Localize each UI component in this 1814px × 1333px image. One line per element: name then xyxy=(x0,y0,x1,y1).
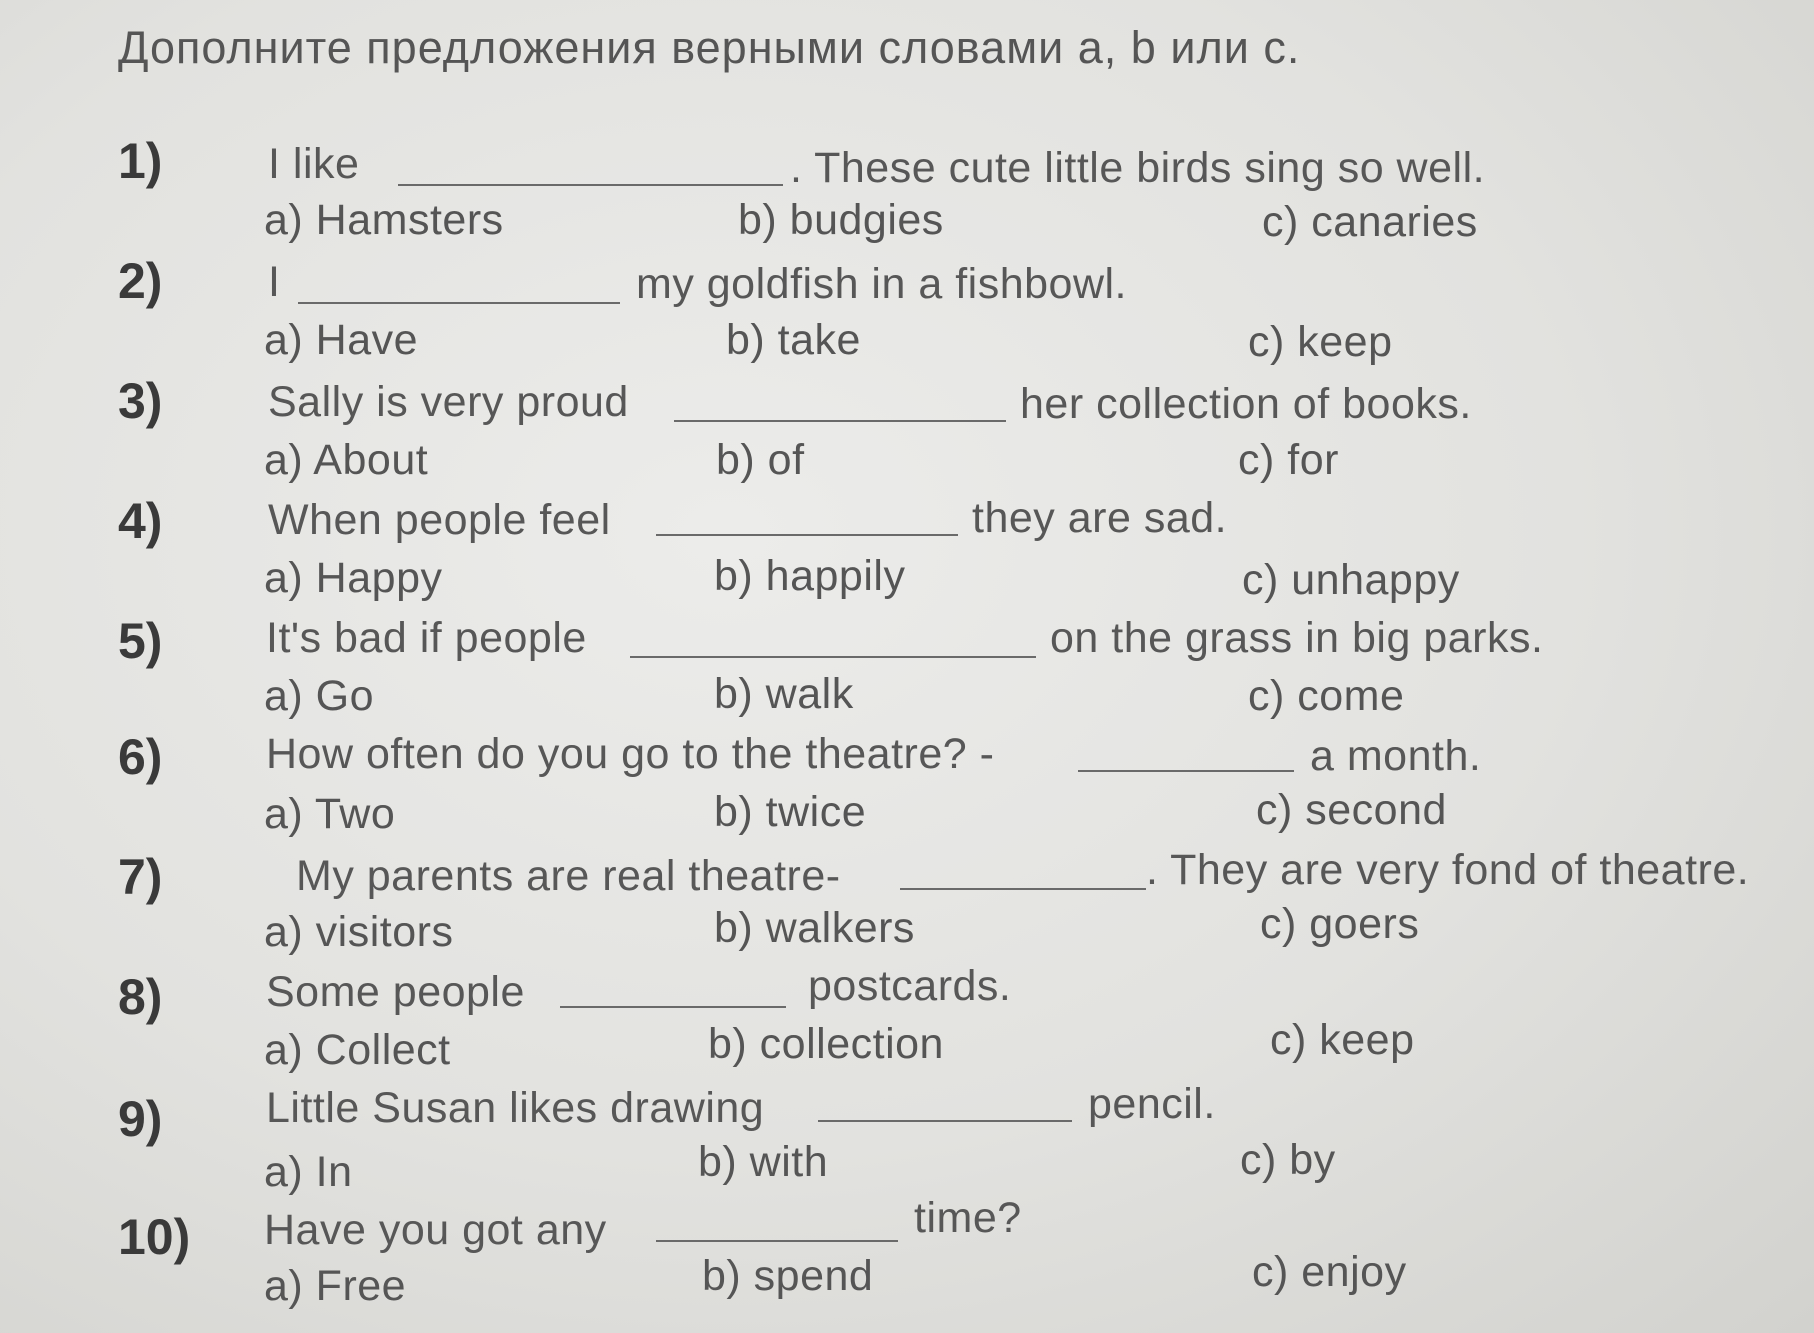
question-stem-before: I xyxy=(268,258,281,306)
question-stem-before: I like xyxy=(268,140,360,188)
question-number: 3) xyxy=(118,373,163,429)
question-stem-before: It's bad if people xyxy=(266,614,587,662)
option-b: b) with xyxy=(698,1138,829,1186)
question-stem-after: pencil. xyxy=(1088,1080,1216,1128)
question-number: 2) xyxy=(118,253,163,309)
option-b: b) spend xyxy=(702,1252,874,1300)
option-c: c) goers xyxy=(1260,900,1420,948)
answer-blank[interactable] xyxy=(1078,770,1294,772)
option-a: a) Happy xyxy=(264,554,443,602)
question-stem-after: postcards. xyxy=(808,962,1012,1010)
option-b: b) walkers xyxy=(714,904,915,952)
option-c: c) enjoy xyxy=(1252,1248,1407,1296)
question-number: 5) xyxy=(118,613,163,669)
question-number: 9) xyxy=(118,1091,163,1147)
question-stem-after: a month. xyxy=(1310,732,1482,780)
option-b: b) take xyxy=(726,316,861,364)
answer-blank[interactable] xyxy=(630,656,1036,658)
answer-blank[interactable] xyxy=(674,420,1006,422)
question-stem-after: . They are very fond of theatre. xyxy=(1146,846,1750,894)
question-stem-before: Little Susan likes drawing xyxy=(266,1084,765,1132)
option-a: a) In xyxy=(264,1148,353,1196)
option-c: c) keep xyxy=(1270,1016,1415,1064)
option-b: b) walk xyxy=(714,670,854,718)
option-a: a) Hamsters xyxy=(264,196,504,244)
option-b: b) collection xyxy=(708,1020,944,1068)
question-stem-after: her collection of books. xyxy=(1020,380,1472,428)
option-b: b) twice xyxy=(714,788,867,836)
option-a: a) Two xyxy=(264,790,396,838)
option-c: c) for xyxy=(1238,436,1339,484)
option-c: c) canaries xyxy=(1262,198,1478,246)
question-stem-before: Some people xyxy=(266,968,525,1016)
question-stem-after: they are sad. xyxy=(972,494,1228,542)
question-stem-before: When people feel xyxy=(268,496,611,544)
option-c: c) second xyxy=(1256,786,1447,834)
answer-blank[interactable] xyxy=(656,534,958,536)
question-stem-before: My parents are real theatre- xyxy=(296,852,841,900)
option-b: b) budgies xyxy=(738,196,944,244)
option-c: c) come xyxy=(1248,672,1405,720)
question-number: 8) xyxy=(118,969,163,1025)
answer-blank[interactable] xyxy=(900,888,1146,890)
question-stem-after: time? xyxy=(914,1194,1022,1242)
answer-blank[interactable] xyxy=(560,1006,786,1008)
question-number: 4) xyxy=(118,493,163,549)
question-number: 7) xyxy=(118,849,163,905)
instruction-text: Дополните предложения верными словами a, b или c. xyxy=(118,22,1301,73)
question-stem-before: Sally is very proud xyxy=(268,378,629,426)
answer-blank[interactable] xyxy=(298,302,620,304)
option-a: a) Free xyxy=(264,1262,407,1310)
answer-blank[interactable] xyxy=(398,184,783,186)
question-stem-after: on the grass in big parks. xyxy=(1050,614,1544,662)
question-stem-before: Have you got any xyxy=(264,1206,607,1254)
question-stem-before: How often do you go to the theatre? - xyxy=(266,730,995,778)
option-c: c) keep xyxy=(1248,318,1393,366)
option-a: a) Go xyxy=(264,672,375,720)
option-b: b) of xyxy=(716,436,805,484)
question-stem-after: . These cute little birds sing so well. xyxy=(790,144,1486,192)
question-number: 10) xyxy=(118,1209,191,1265)
question-stem-after: my goldfish in a fishbowl. xyxy=(636,260,1127,308)
question-number: 6) xyxy=(118,729,163,785)
option-c: c) by xyxy=(1240,1136,1336,1184)
option-a: a) About xyxy=(264,436,429,484)
option-a: a) Have xyxy=(264,316,419,364)
option-a: a) Collect xyxy=(264,1026,451,1074)
question-number: 1) xyxy=(118,133,163,189)
option-b: b) happily xyxy=(714,552,906,600)
option-c: c) unhappy xyxy=(1242,556,1460,604)
option-a: a) visitors xyxy=(264,908,454,956)
answer-blank[interactable] xyxy=(818,1120,1072,1122)
answer-blank[interactable] xyxy=(656,1240,898,1242)
